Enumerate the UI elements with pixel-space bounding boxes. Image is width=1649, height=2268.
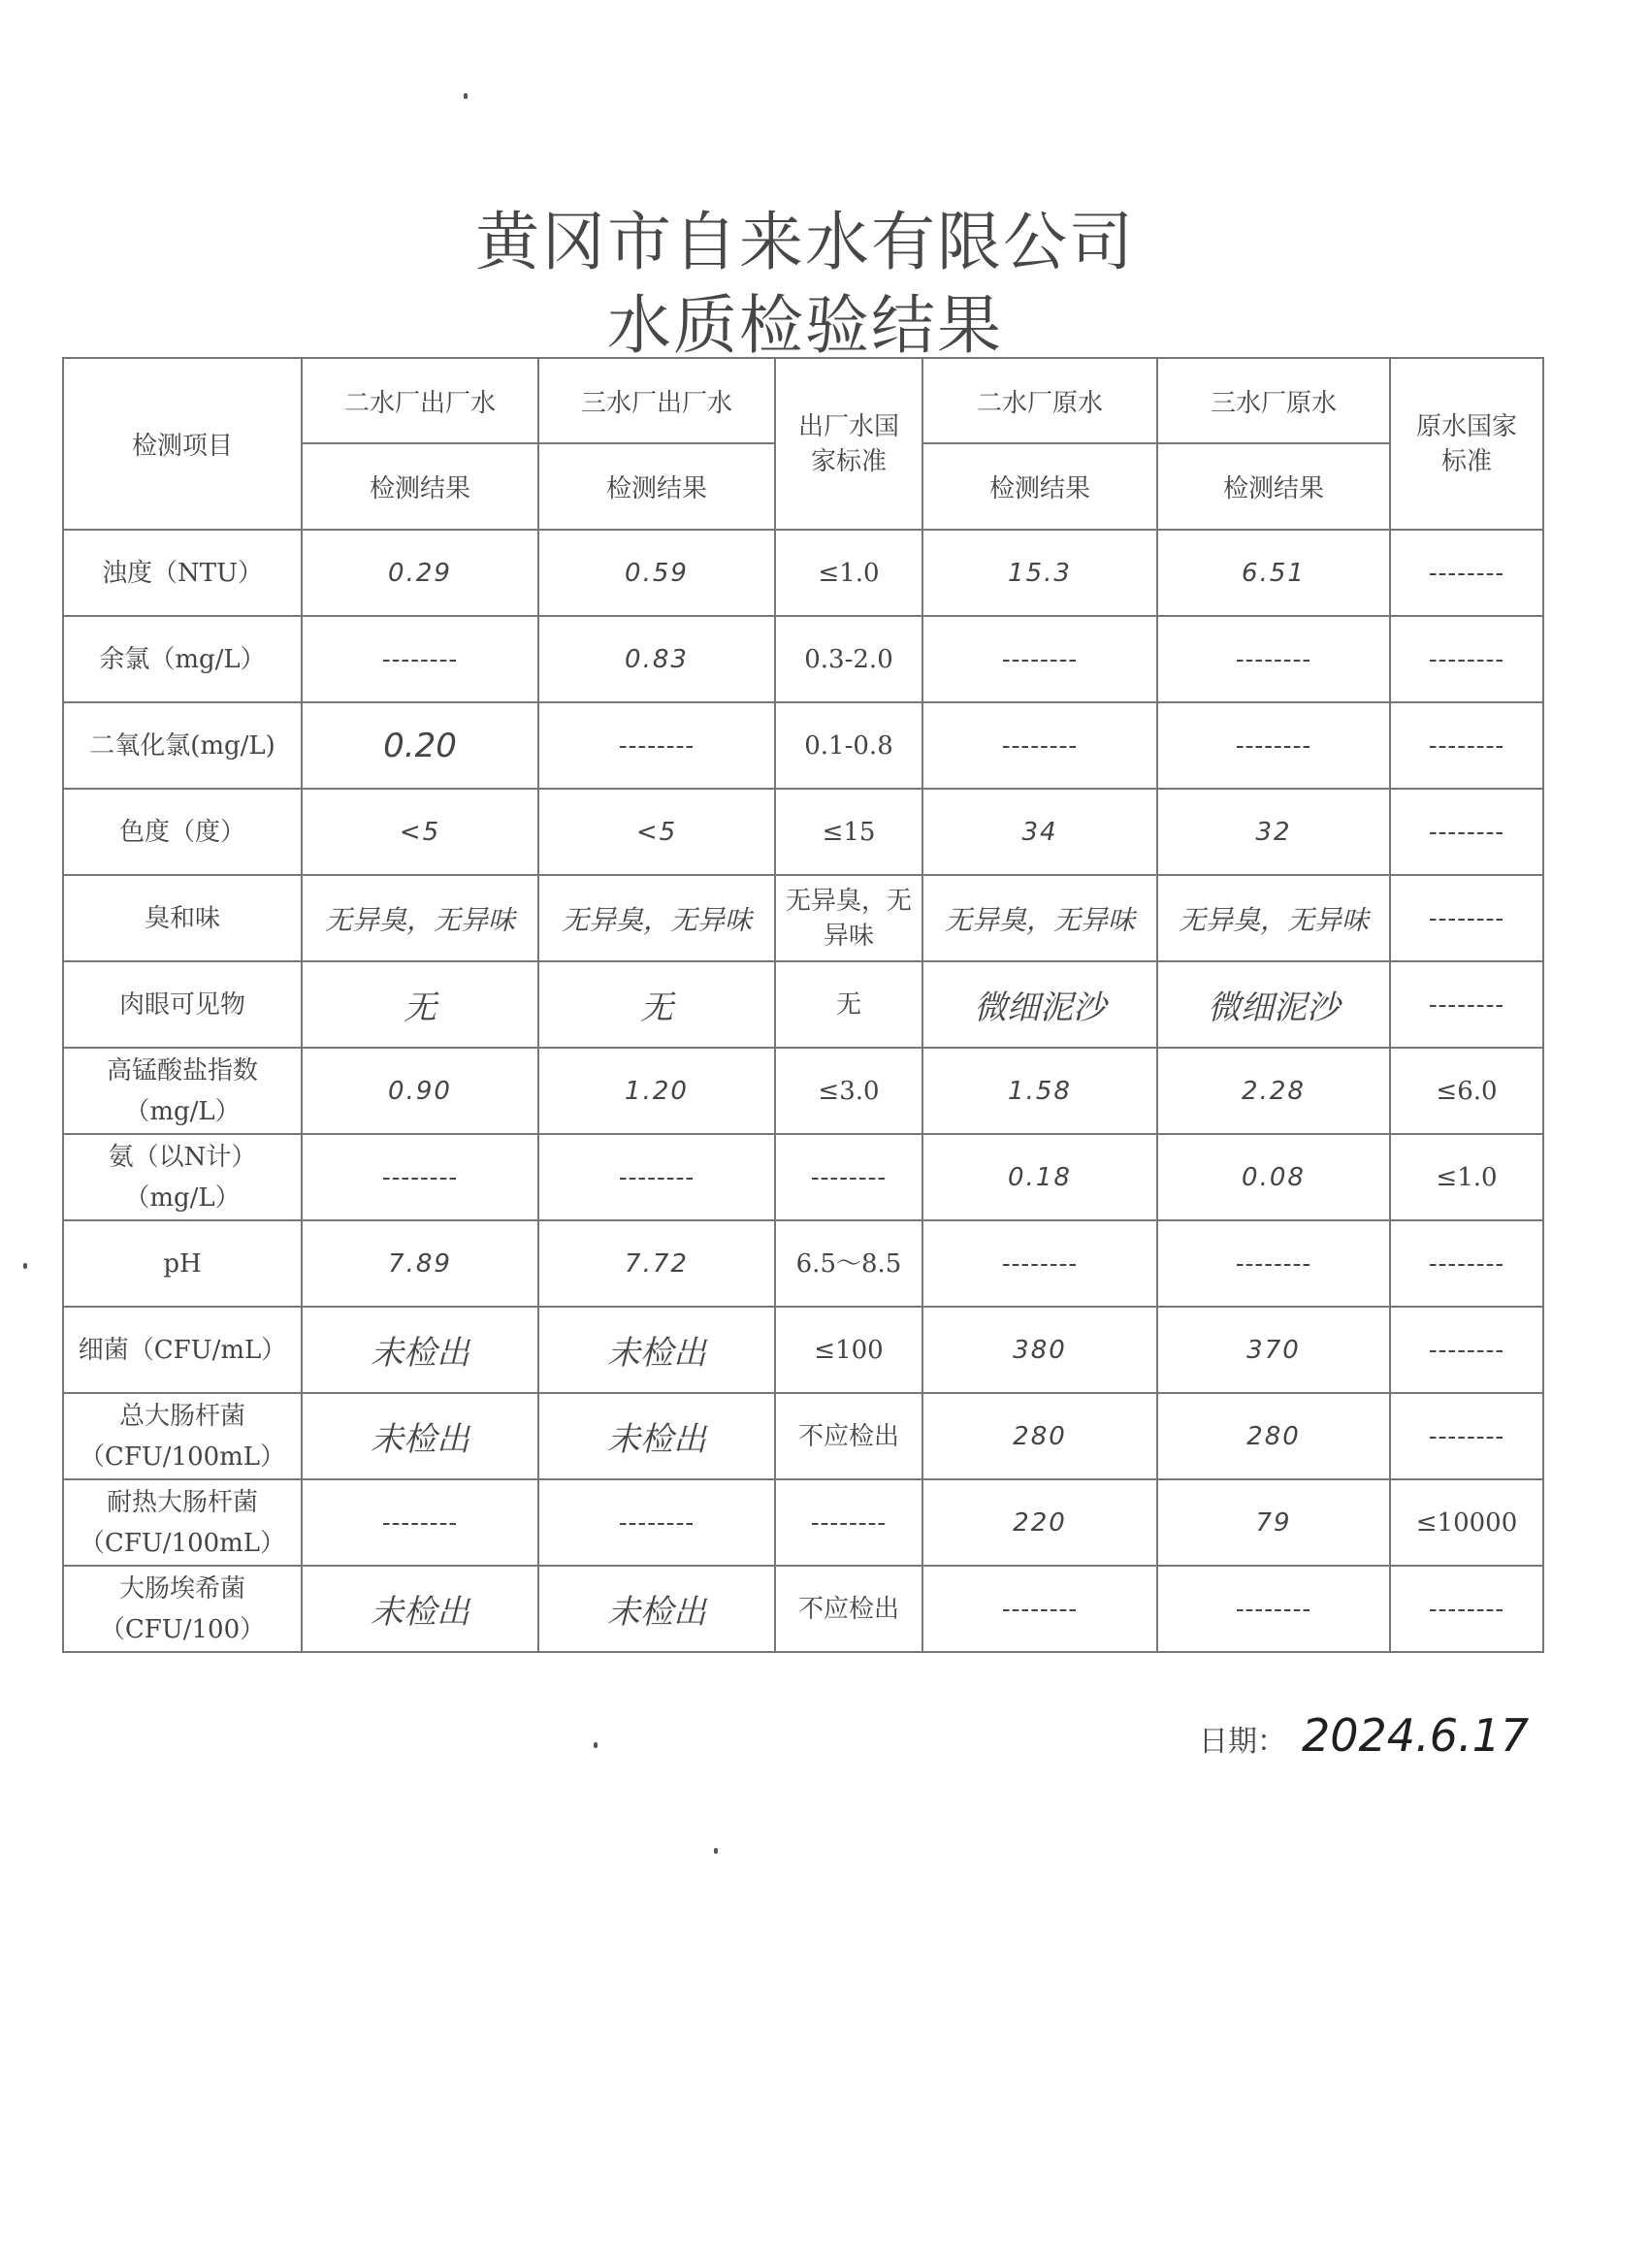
standard-cell: -------- (1390, 1220, 1543, 1307)
header-raw-standard: 原水国家标准 (1390, 358, 1543, 530)
header-result: 检测结果 (538, 443, 775, 530)
value-cell: 34 (922, 789, 1157, 875)
header-result: 检测结果 (302, 443, 538, 530)
value-cell: 无 (538, 961, 775, 1048)
value-cell: 220 (922, 1479, 1157, 1566)
item-label: 臭和味 (63, 875, 302, 961)
value-cell: <5 (538, 789, 775, 875)
item-label: 色度（度） (63, 789, 302, 875)
standard-cell: -------- (1390, 1393, 1543, 1479)
table-row (63, 1048, 1543, 1134)
value-cell: 6.51 (1157, 530, 1390, 616)
standard-cell: -------- (1390, 875, 1543, 961)
value-cell: 0.20 (302, 702, 538, 789)
table-row (63, 961, 1543, 1048)
scan-speck (714, 1848, 718, 1854)
standard-cell: ≤10000 (1390, 1479, 1543, 1566)
item-label: 大肠埃希菌（CFU/100） (63, 1566, 302, 1652)
standard-cell: -------- (1390, 616, 1543, 702)
report-title: 水质检验结果 (607, 288, 1003, 363)
standard-cell: -------- (775, 1479, 922, 1566)
value-cell: 380 (922, 1307, 1157, 1393)
value-cell: 0.59 (538, 530, 775, 616)
value-cell: 15.3 (922, 530, 1157, 616)
table-row (63, 1566, 1543, 1652)
table-row (63, 616, 1543, 702)
value-cell: 无异臭，无异味 (1157, 875, 1390, 961)
table-row (63, 1307, 1543, 1393)
standard-cell: -------- (1390, 702, 1543, 789)
value-cell: -------- (922, 616, 1157, 702)
standard-cell: 不应检出 (775, 1393, 922, 1479)
standard-cell: 无 (775, 961, 922, 1048)
item-label: 总大肠杆菌（CFU/100mL） (63, 1393, 302, 1479)
header-result: 检测结果 (922, 443, 1157, 530)
table-row (63, 789, 1543, 875)
header-plant3-out: 三水厂出厂水 (538, 358, 775, 443)
value-cell: -------- (538, 1134, 775, 1220)
header-out-standard: 出厂水国家标准 (775, 358, 922, 530)
value-cell: 0.18 (922, 1134, 1157, 1220)
standard-cell: -------- (1390, 530, 1543, 616)
header-row (63, 358, 1543, 443)
standard-cell: ≤15 (775, 789, 922, 875)
date-line (1199, 1709, 1529, 1762)
standard-cell: ≤1.0 (775, 530, 922, 616)
value-cell: -------- (302, 616, 538, 702)
table-row (63, 1220, 1543, 1307)
scan-speck (464, 93, 468, 99)
value-cell: 7.89 (302, 1220, 538, 1307)
date-value: 2024.6.17 (1302, 1709, 1530, 1762)
value-cell: 79 (1157, 1479, 1390, 1566)
value-cell: 32 (1157, 789, 1390, 875)
standard-cell: ≤1.0 (1390, 1134, 1543, 1220)
table-row (63, 530, 1543, 616)
value-cell: -------- (1157, 1566, 1390, 1652)
item-label: 耐热大肠杆菌（CFU/100mL） (63, 1479, 302, 1566)
value-cell: 无异臭，无异味 (538, 875, 775, 961)
standard-cell: ≤3.0 (775, 1048, 922, 1134)
standard-cell: -------- (1390, 789, 1543, 875)
value-cell: 280 (922, 1393, 1157, 1479)
standard-cell: -------- (775, 1134, 922, 1220)
standard-cell: 0.1-0.8 (775, 702, 922, 789)
company-title: 黄冈市自来水有限公司 (475, 205, 1135, 279)
standard-cell: ≤6.0 (1390, 1048, 1543, 1134)
value-cell: 1.58 (922, 1048, 1157, 1134)
value-cell: 微细泥沙 (1157, 961, 1390, 1048)
value-cell: -------- (1157, 1220, 1390, 1307)
standard-cell: -------- (1390, 961, 1543, 1048)
value-cell: 未检出 (538, 1307, 775, 1393)
scan-speck (594, 1742, 598, 1748)
standard-cell: 0.3-2.0 (775, 616, 922, 702)
value-cell: 370 (1157, 1307, 1390, 1393)
value-cell: 0.90 (302, 1048, 538, 1134)
standard-cell: 无异臭，无异味 (775, 875, 922, 961)
value-cell: -------- (302, 1134, 538, 1220)
standard-cell: 6.5～8.5 (775, 1220, 922, 1307)
item-label: 细菌（CFU/mL） (63, 1307, 302, 1393)
value-cell: 未检出 (302, 1307, 538, 1393)
value-cell: 无异臭，无异味 (922, 875, 1157, 961)
header-result: 检测结果 (1157, 443, 1390, 530)
table-row (63, 1479, 1543, 1566)
value-cell: -------- (302, 1479, 538, 1566)
standard-cell: -------- (1390, 1307, 1543, 1393)
value-cell: -------- (538, 702, 775, 789)
value-cell: -------- (1157, 616, 1390, 702)
table-row (63, 875, 1543, 961)
value-cell: 1.20 (538, 1048, 775, 1134)
value-cell: 未检出 (538, 1566, 775, 1652)
header-item: 检测项目 (63, 358, 302, 530)
value-cell: 未检出 (302, 1566, 538, 1652)
header-plant3-raw: 三水厂原水 (1157, 358, 1390, 443)
table-row (63, 1134, 1543, 1220)
value-cell: -------- (538, 1479, 775, 1566)
value-cell: 0.83 (538, 616, 775, 702)
item-label: pH (63, 1220, 302, 1307)
standard-cell: -------- (1390, 1566, 1543, 1652)
value-cell: 0.29 (302, 530, 538, 616)
item-label: 浊度（NTU） (63, 530, 302, 616)
value-cell: 280 (1157, 1393, 1390, 1479)
standard-cell: ≤100 (775, 1307, 922, 1393)
value-cell: 7.72 (538, 1220, 775, 1307)
value-cell: 无 (302, 961, 538, 1048)
standard-cell: 不应检出 (775, 1566, 922, 1652)
value-cell: <5 (302, 789, 538, 875)
value-cell: 0.08 (1157, 1134, 1390, 1220)
value-cell: 无异臭，无异味 (302, 875, 538, 961)
item-label: 余氯（mg/L） (63, 616, 302, 702)
value-cell: -------- (922, 1220, 1157, 1307)
table-row (63, 1393, 1543, 1479)
value-cell: 未检出 (538, 1393, 775, 1479)
value-cell: 2.28 (1157, 1048, 1390, 1134)
item-label: 二氧化氯(mg/L) (63, 702, 302, 789)
date-label: 日期： (1199, 1725, 1286, 1759)
item-label: 高锰酸盐指数（mg/L） (63, 1048, 302, 1134)
item-label: 肉眼可见物 (63, 961, 302, 1048)
scan-speck (23, 1263, 27, 1269)
water-quality-table (62, 357, 1544, 1653)
value-cell: 微细泥沙 (922, 961, 1157, 1048)
value-cell: -------- (922, 1566, 1157, 1652)
value-cell: -------- (1157, 702, 1390, 789)
value-cell: -------- (922, 702, 1157, 789)
item-label: 氨（以N计）（mg/L） (63, 1134, 302, 1220)
value-cell: 未检出 (302, 1393, 538, 1479)
header-plant2-out: 二水厂出厂水 (302, 358, 538, 443)
table-row (63, 702, 1543, 789)
header-plant2-raw: 二水厂原水 (922, 358, 1157, 443)
